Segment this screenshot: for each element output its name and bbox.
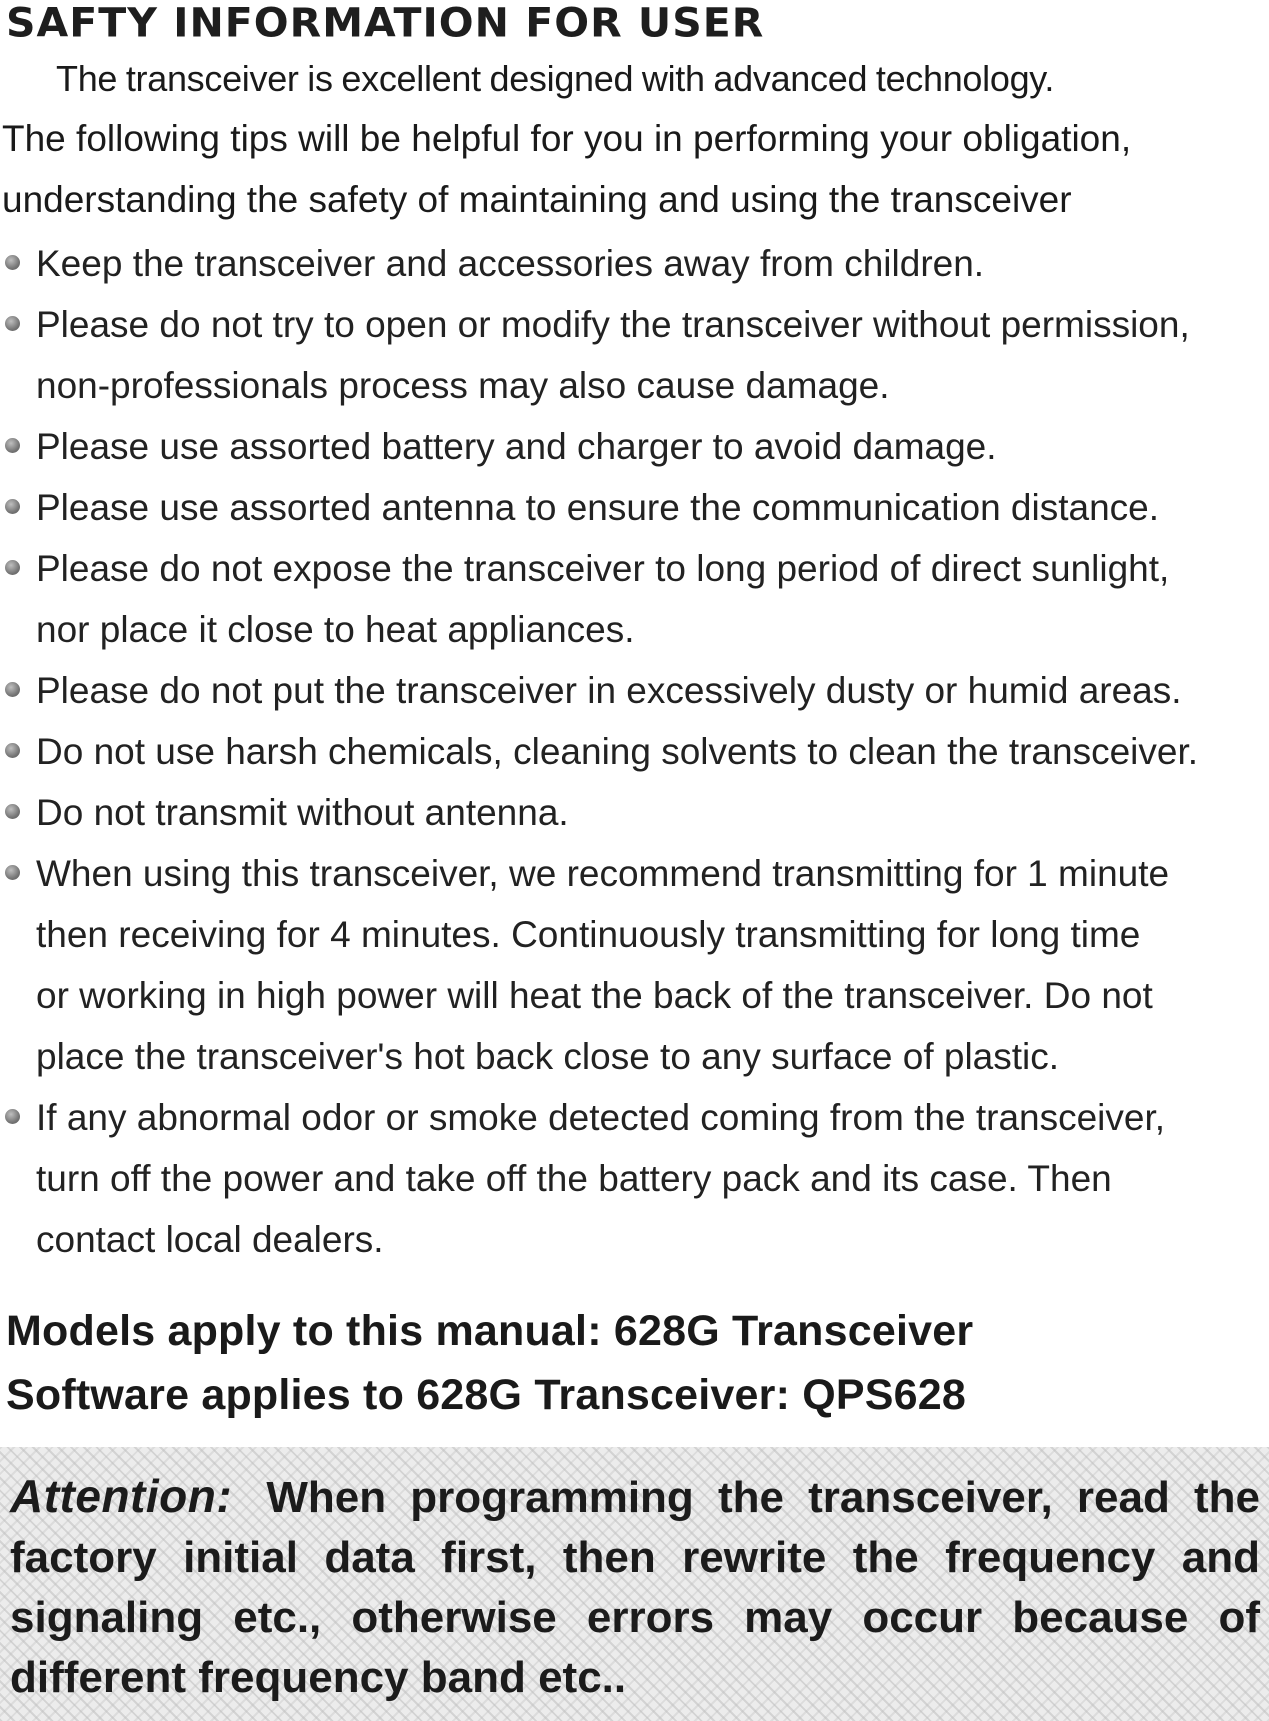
list-item-text: Keep the transceiver and accessories away from children. <box>36 243 985 284</box>
list-item <box>0 721 1269 782</box>
bullet-icon <box>5 438 20 453</box>
bullet-icon <box>5 1109 20 1124</box>
list-item-text: place the transceiver's hot back close to any surface of plastic. <box>36 1036 1060 1077</box>
attention-line-1 <box>10 1466 1260 1528</box>
list-item <box>0 416 1269 477</box>
list-item-text: Please do not expose the transceiver to long period of direct sunlight, <box>36 548 1170 589</box>
list-item <box>0 843 1269 1087</box>
list-item-text: contact local dealers. <box>36 1219 384 1260</box>
list-item-text: Do not use harsh chemicals, cleaning solvents to clean the transceiver. <box>36 731 1199 772</box>
attention-notice <box>10 1466 1260 1708</box>
list-item-text: If any abnormal odor or smoke detected coming from the transceiver, <box>36 1097 1166 1138</box>
list-item-text: then receiving for 4 minutes. Continuously transmitting for long time <box>36 914 1141 955</box>
bullet-icon <box>5 743 20 758</box>
intro-line-3: understanding the safety of maintaining and using the transceiver <box>2 179 1072 220</box>
bullet-icon <box>5 804 20 819</box>
list-item <box>0 782 1269 843</box>
list-item <box>0 1087 1269 1270</box>
intro-line-2: The following tips will be helpful for you in performing your obligation, <box>2 118 1132 159</box>
list-item <box>0 538 1269 660</box>
software-line: Software applies to 628G Transceiver: QPS628 <box>6 1371 967 1419</box>
attention-line-4: different frequency band etc.. <box>10 1653 627 1702</box>
attention-text: When programming the transceiver, read the <box>266 1473 1261 1522</box>
list-item-text: Please do not put the transceiver in excessively dusty or humid areas. <box>36 670 1182 711</box>
list-item-text: Please use assorted battery and charger to avoid damage. <box>36 426 997 467</box>
list-item-text: non-professionals process may also cause damage. <box>36 365 890 406</box>
attention-line-3: signaling etc., otherwise errors may occur because of <box>10 1593 1260 1642</box>
bullet-icon <box>5 865 20 880</box>
list-item-text: Please do not try to open or modify the transceiver without permission, <box>36 304 1190 345</box>
attention-line-2: factory initial data first, then rewrite the frequency and <box>10 1533 1260 1582</box>
safety-tips-list <box>0 233 1269 1270</box>
list-item-text: turn off the power and take off the battery pack and its case. Then <box>36 1158 1112 1199</box>
list-item <box>0 233 1269 294</box>
page-title: SAFTY INFORMATION FOR USER <box>6 0 765 47</box>
list-item-text: nor place it close to heat appliances. <box>36 609 635 650</box>
list-item-text: Do not transmit without antenna. <box>36 792 569 833</box>
intro-line-1: The transceiver is excellent designed with advanced technology. <box>56 58 1055 99</box>
list-item-text: Please use assorted antenna to ensure the communication distance. <box>36 487 1160 528</box>
list-item-text: When using this transceiver, we recommend transmitting for 1 minute <box>36 853 1170 894</box>
bullet-icon <box>5 560 20 575</box>
bullet-icon <box>5 499 20 514</box>
list-item <box>0 294 1269 416</box>
bullet-icon <box>5 316 20 331</box>
list-item <box>0 477 1269 538</box>
list-item-text: or working in high power will heat the back of the transceiver. Do not <box>36 975 1153 1016</box>
list-item <box>0 660 1269 721</box>
models-line: Models apply to this manual: 628G Transceiver <box>6 1307 974 1355</box>
attention-label: Attention: <box>10 1470 233 1522</box>
bullet-icon <box>5 682 20 697</box>
bullet-icon <box>5 255 20 270</box>
